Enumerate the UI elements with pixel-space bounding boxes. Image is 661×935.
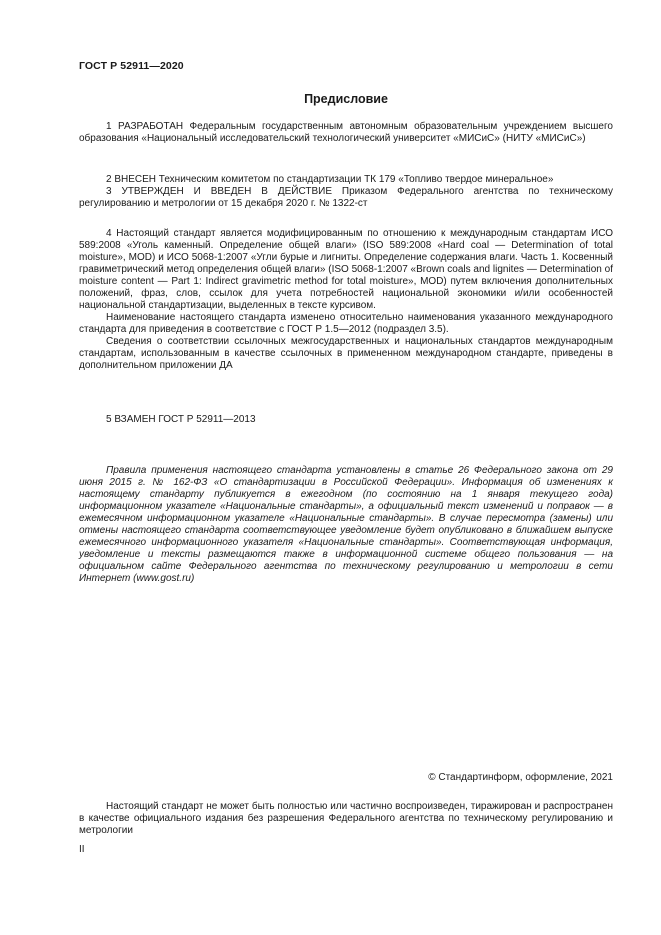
standardization-notice-text: Правила применения настоящего стандарта установлены в статье 26 Федерального закона от 29 июня 2015 г. № 162-ФЗ «О стандартизации в Российской Федерации». Информация об изменениях к настоящему стандарту публикуется в ежегодном (по состоянию на 1 января текущего года) информационном указателе «Национальные стандарты», а официальный текст изменений и поправок — в ежемесячном информационном указателе «Национальные стандарты». В случае пересмотра (замены) или отмены настоящего стандарта соответствующее уведомление будет опубликовано в ближайшем выпуске ежемесячного информационного указателя «Национальные стандарты». Соответствующая информация, уведомление и тексты размещаются также в информационной системе общего пользования — на официальном сайте Федерального агентства по техническому регулированию и метрологии в сети Интернет (www.gost.ru) [79,465,613,584]
section-1 [79,121,613,145]
section-4 [79,228,613,372]
section-5-text: 5 ВЗАМЕН ГОСТ Р 52911—2013 [106,414,256,425]
section-4-paragraph-2: Наименование настоящего стандарта изменено относительно наименования указанного международного стандарта для приведения в соответствие с ГОСТ Р 1.5—2012 (подраздел 3.5). [79,312,613,335]
page-title: Предисловие [304,92,388,106]
section-4-paragraph-3: Сведения о соответствии ссылочных межгосударственных и национальных стандартов международным стандартам, использованным в качестве ссылочных в примененном международном стандарте, приведены в дополнительном приложении ДА [79,336,613,371]
section-2-text: 2 ВНЕСЕН Техническим комитетом по стандартизации ТК 179 «Топливо твердое минеральное» [106,174,554,185]
page-number: II [79,844,85,855]
standard-code: ГОСТ Р 52911—2020 [79,60,184,72]
section-3-text: 3 УТВЕРЖДЕН И ВВЕДЕН В ДЕЙСТВИЕ Приказом Федерального агентства по техническому регулированию и метрологии от 15 декабря 2020 г. № 1322-ст [79,186,613,209]
section-5 [79,414,613,426]
copyright: © Стандартинформ, оформление, 2021 [428,772,613,783]
section-2-3 [79,174,613,210]
standardization-notice [79,465,613,585]
reproduction-notice [79,801,613,837]
section-1-text: 1 РАЗРАБОТАН Федеральным государственным автономным образовательным учреждением высшего образования «Национальный исследовательский технологический университет «МИСиС» (НИТУ «МИСиС») [79,121,613,144]
section-4-text: 4 Настоящий стандарт является модифицированным по отношению к международным стандартам ИСО 589:2008 «Уголь каменный. Определение общей влаги» (ISO 589:2008 «Hard coal — Determination of total moisture», MOD) и ИСО 5068-1:2007 «Угли бурые и лигниты. Определение содержания влаги. Часть 1. Косвенный гравиметрический метод определения общей влаги» (ISO 5068-1:2007 «Brown coals and lignites — Determination of moisture content — Part 1: Indirect gravimetric method for total moisture», MOD) путем включения дополнительных положений, фраз, слов, ссылок для учета потребностей национальной экономики и/или особенностей национальной стандартизации, выделенных в тексте курсивом. [79,228,613,311]
reproduction-notice-text: Настоящий стандарт не может быть полностью или частично воспроизведен, тиражирован и распространен в качестве официального издания без разрешения Федерального агентства по техническому регулированию и метрологии [79,801,613,836]
